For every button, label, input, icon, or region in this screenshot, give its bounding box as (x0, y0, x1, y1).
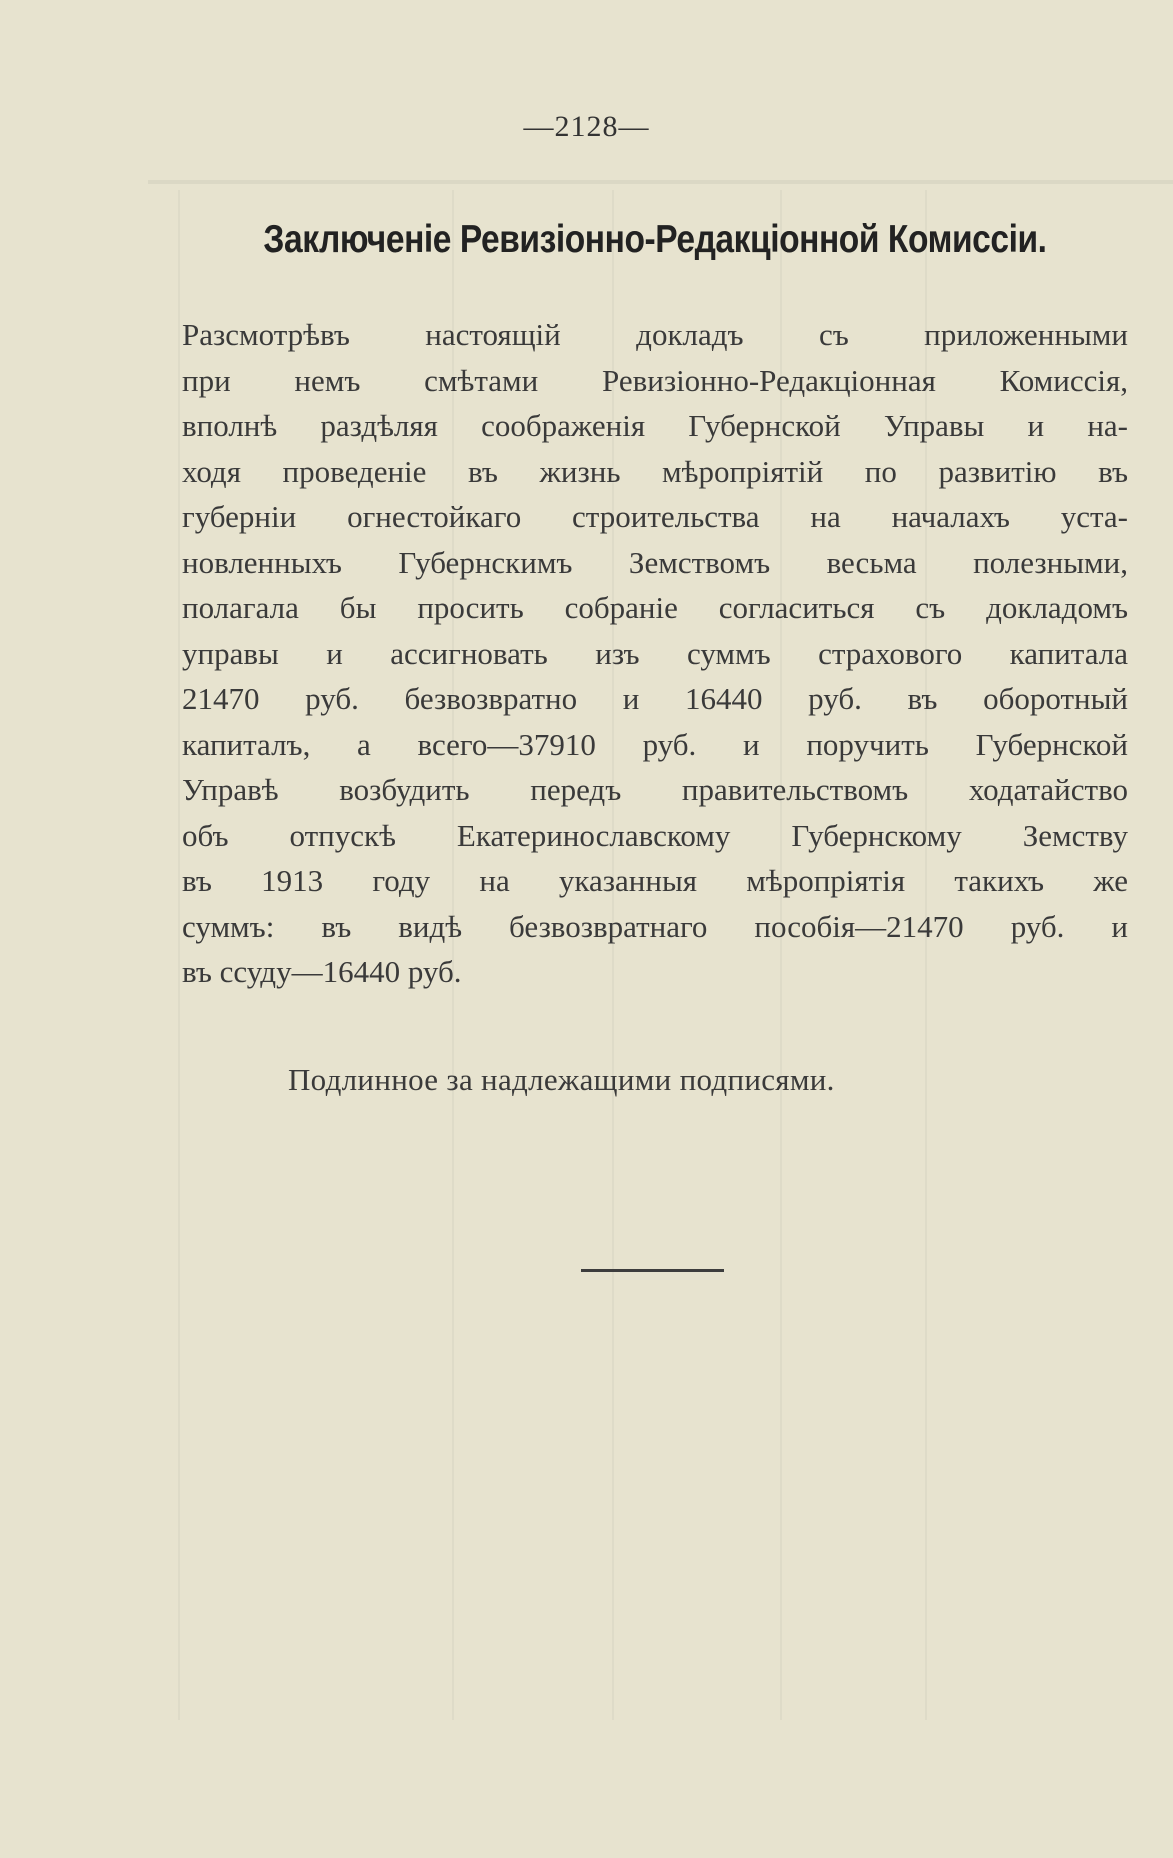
text-line: въ ссуду—16440 руб. (182, 954, 462, 989)
text-line: при немъ смѣтами Ревизiонно-Редакцiонная Комиссiя, (182, 362, 1128, 398)
text-line: вполнѣ раздѣляя соображенiя Губернской Управы и на- (182, 408, 1128, 443)
signature-note: Подлинное за надлежащими подписями. (288, 1062, 835, 1097)
closing-rule (581, 1269, 724, 1272)
text-line: 21470 руб. безвозвратно и 16440 руб. въ оборотный (182, 681, 1128, 716)
bleed-through-rule (148, 180, 1173, 184)
text-line: губернiи огнестойкаго строительства на началахъ уста- (182, 499, 1128, 534)
text-line: Управѣ возбудить передъ правительствомъ ходатайство (182, 772, 1128, 807)
page-number: —2128— (523, 110, 650, 143)
section-heading: Заключенiе Ревизiонно-Редакцiонной Комиссiи. (263, 218, 1047, 261)
text-line: полагала бы просить собранiе согласиться съ докладомъ (182, 590, 1128, 625)
text-line: капиталъ, а всего—37910 руб. и поручить Губернской (182, 726, 1128, 762)
text-line: ходя проведенiе въ жизнь мѣропрiятiй по развитiю въ (182, 453, 1128, 489)
text-line: суммъ: въ видѣ безвозвратнаго пособiя—21470 руб. и (182, 908, 1128, 944)
text-line: новленныхъ Губернскимъ Земствомъ весьма полезными, (182, 544, 1128, 580)
bleed-through-column (178, 190, 180, 1720)
text-line: объ отпускѣ Екатеринославскому Губернскому Земству (182, 817, 1128, 853)
body-paragraph (182, 312, 1128, 995)
text-line: Разсмотрѣвъ настоящiй докладъ съ приложенными (182, 317, 1128, 352)
text-line: въ 1913 году на указанныя мѣропрiятiя такихъ же (182, 863, 1128, 898)
text-line: управы и ассигновать изъ суммъ страхового капитала (182, 635, 1128, 671)
